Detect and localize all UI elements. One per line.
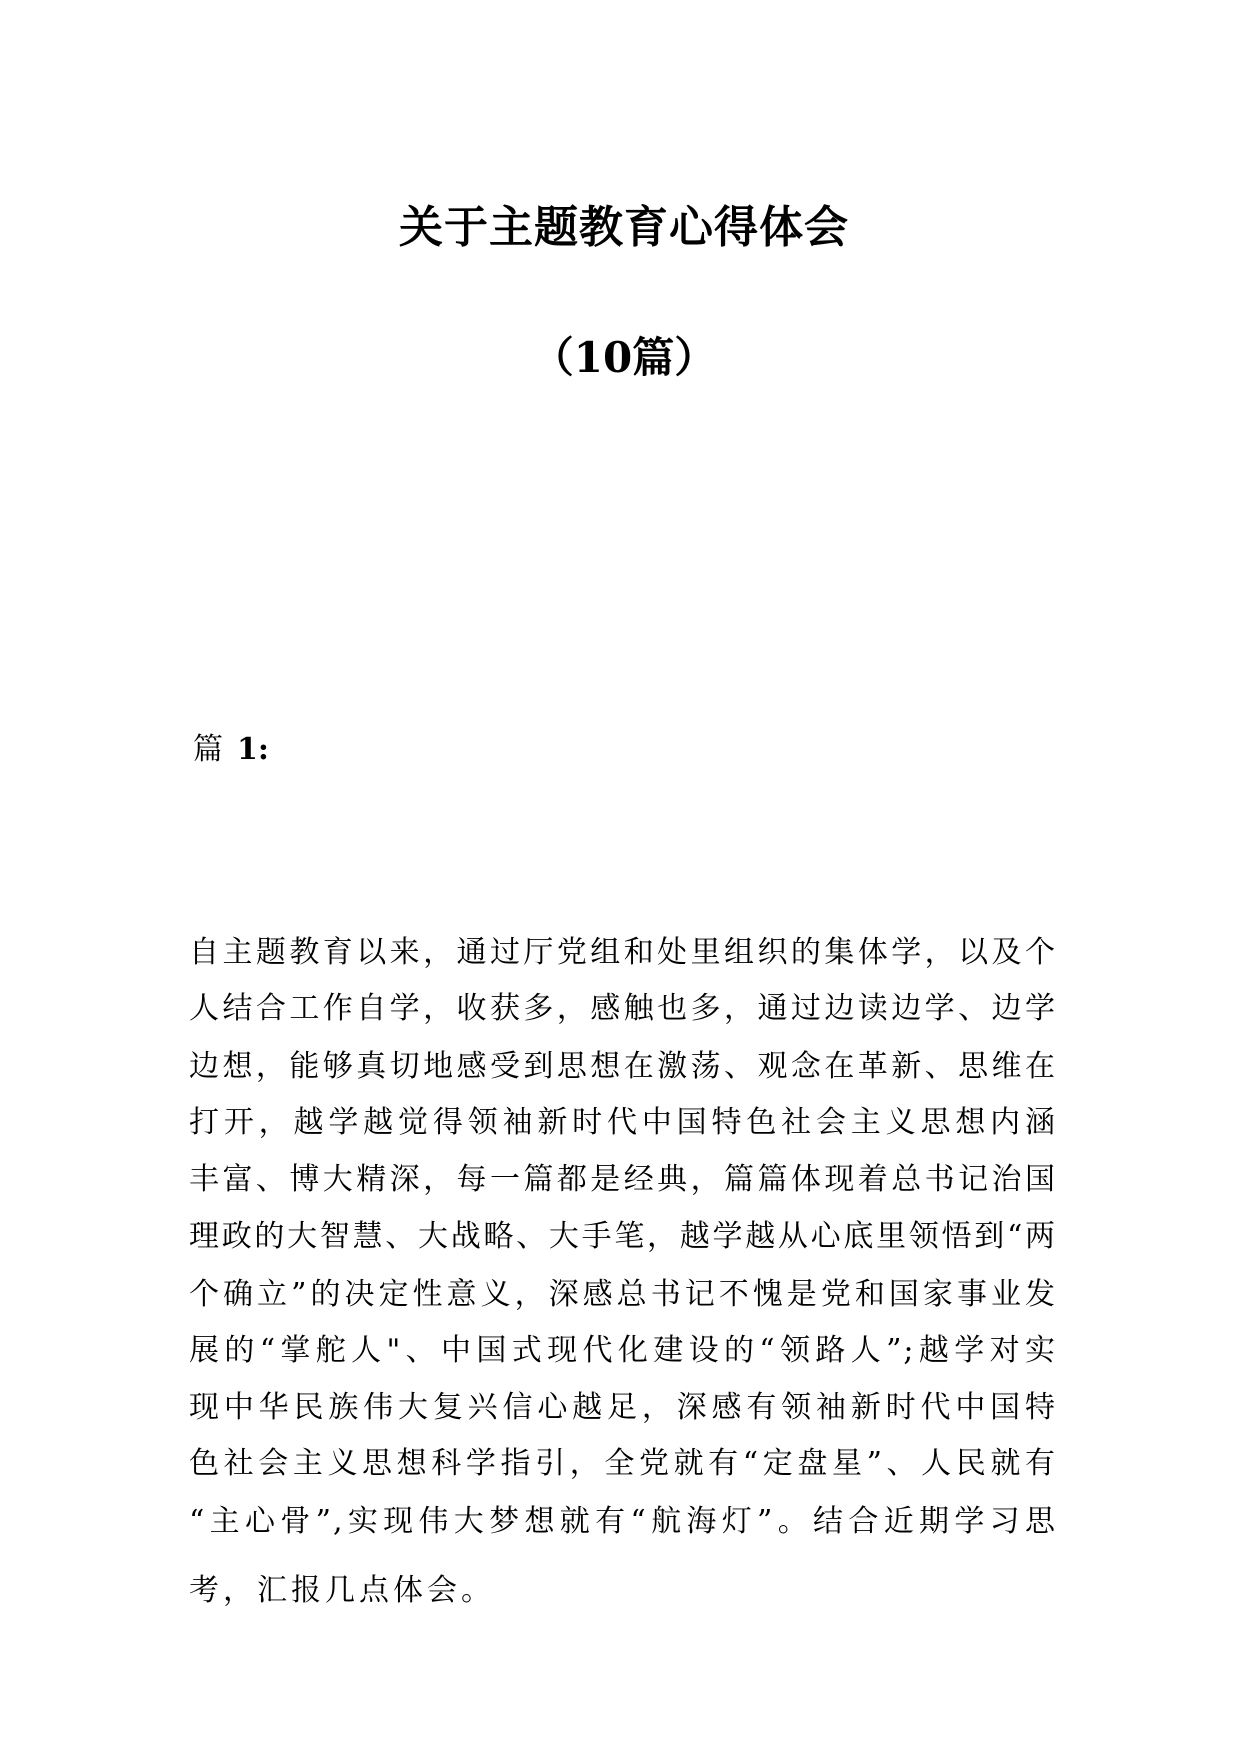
paragraph-line: “主心骨”,实现伟大梦想就有“航海灯”。结合近期学习思 [189, 1504, 1057, 1539]
document-title: 关于主题教育心得体会 [399, 202, 849, 253]
paragraph-line: 人结合工作自学，收获多，感触也多，通过边读边学、边学 [189, 991, 1057, 1026]
paragraph-line: 丰富、博大精深，每一篇都是经典，篇篇体现着总书记治国 [189, 1162, 1057, 1197]
paragraph-line: 色社会主义思想科学指引，全党就有“定盘星”、人民就有 [189, 1446, 1057, 1481]
paragraph-line: 自主题教育以来，通过厅党组和处里组织的集体学，以及个 [189, 935, 1057, 970]
section-number: 1: [237, 732, 269, 767]
document-subtitle: （10篇） [531, 333, 717, 382]
paragraph-line: 边想，能够真切地感受到思想在激荡、观念在革新、思维在 [189, 1049, 1057, 1084]
paragraph-line: 展的“掌舵人"、中国式现代化建设的“领路人”;越学对实 [189, 1333, 1057, 1368]
section-label: 篇 [193, 732, 223, 767]
paragraph-line: 个确立”的决定性意义，深感总书记不愧是党和国家事业发 [189, 1277, 1057, 1312]
paragraph-line: 打开，越学越觉得领袖新时代中国特色社会主义思想内涵 [189, 1105, 1057, 1140]
paragraph-line: 现中华民族伟大复兴信心越足，深感有领袖新时代中国特 [189, 1390, 1057, 1425]
paragraph-line: 考，汇报几点体会。 [189, 1573, 495, 1608]
section-heading [193, 730, 269, 770]
paragraph-line: 理政的大智慧、大战略、大手笔，越学越从心底里领悟到“两 [189, 1219, 1057, 1254]
